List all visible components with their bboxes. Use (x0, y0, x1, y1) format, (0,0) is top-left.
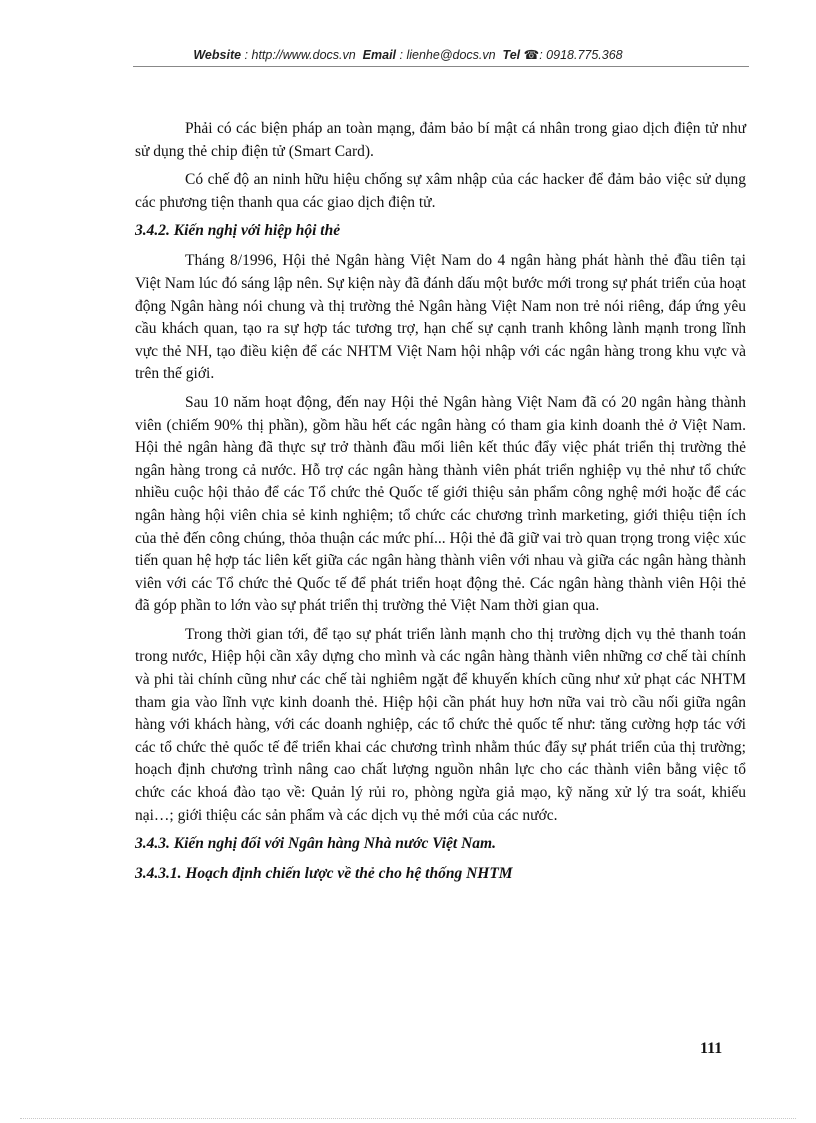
tel-label: Tel (502, 48, 521, 62)
paragraph: Có chế độ an ninh hữu hiệu chống sự xâm nhập của các hacker để đảm bảo việc sử dụng các phương tiện thanh qua các giao dịch điện tử. (135, 171, 746, 211)
header-divider (133, 66, 749, 67)
paragraph: Phải có các biện pháp an toàn mạng, đảm bảo bí mật cá nhân trong giao dịch điện tử như sử dụng thẻ chip điện tử (Smart Card). (135, 120, 746, 160)
footer-divider (20, 1118, 796, 1119)
paragraph: Trong thời gian tới, để tạo sự phát triển lành mạnh cho thị trường dịch vụ thẻ thanh toán trong nước, Hiệp hội cần xây dựng cho mình và các ngân hàng thành viên những cơ chế tài chính và phi tài chính cũng như các chế tài nghiêm ngặt để khuyến khích cũng như xử phạt các NHTM tham gia vào lĩnh vực kinh doanh thẻ. Hiệp hội cần phát huy hơn nữa vai trò cầu nối giữa ngân hàng với khách hàng, với các doanh nghiệp, các tổ chức thẻ quốc tế như: tăng cường hợp tác với các tổ chức thẻ quốc tế để triển khai các chương trình nhằm thúc đẩy sự phát triển của thị trường; hoạch định chương trình nâng cao chất lượng nguồn nhân lực cho các thành viên bằng việc tổ chức các khoá đào tạo về: Quản lý rủi ro, phòng ngừa giả mạo, kỹ năng xử lý tra soát, khiếu nại…; giới thiệu các sản phẩm và các dịch vụ thẻ mới của các nước. (135, 625, 746, 824)
subsection-heading-3-4-3-1: 3.4.3.1. Hoạch định chiến lược về thẻ cho hệ thống NHTM (135, 865, 513, 883)
email-label: Email (362, 48, 397, 62)
paragraph: Tháng 8/1996, Hội thẻ Ngân hàng Việt Nam do 4 ngân hàng phát hành thẻ đầu tiên tại Việt Nam lúc đó sáng lập nên. Sự kiện này đã đánh dấu một bước mới trong sự phát triển của hoạt động Ngân hàng nói chung và thị trường thẻ Ngân hàng Việt Nam non trẻ nói riêng, đáp ứng yêu cầu khách quan, tạo ra sự hợp tác tương trợ, hạn chế sự cạnh tranh không lành mạnh trong lĩnh vực thẻ NH, tạo điều kiện để các NHTM Việt Nam hội nhập với các ngân hàng trong khu vực và trên thế giới. (135, 252, 746, 383)
document-body (135, 118, 746, 893)
page-header (0, 47, 816, 62)
website-label: Website (193, 48, 242, 62)
paragraph: Sau 10 năm hoạt động, đến nay Hội thẻ Ngân hàng Việt Nam đã có 20 ngân hàng thành viên (chiếm 90% thị phần), gồm hầu hết các ngân hàng có tham gia kinh doanh thẻ ở Việt Nam. Hội thẻ ngân hàng đã thực sự trở thành đầu mối liên kết thúc đẩy việc phát triển thị trường thẻ ngân hàng trong cả nước. Hỗ trợ các ngân hàng thành viên phát triển nghiệp vụ thẻ như tổ chức nhiều cuộc hội thảo để các Tổ chức thẻ Quốc tế giới thiệu sản phẩm công nghệ mới hoặc để các ngân hàng hội viên chia sẻ kinh nghiệm; tổ chức các chương trình marketing, giới thiệu tiện ích của thẻ đến công chúng, thỏa thuận các mức phí... Hội thẻ đã giữ vai trò quan trọng trong việc xúc tiến quan hệ hợp tác liên kết giữa các ngân hàng thành viên với nhau và giữa các ngân hàng thành viên với các Tổ chức thẻ Quốc tế để phát triển hoạt động thẻ. Các ngân hàng thành viên Hội thẻ đã góp phần to lớn vào sự phát triển thị trường thẻ Việt Nam thời gian qua. (135, 393, 746, 615)
website-link[interactable]: : http://www.docs.vn (244, 48, 356, 62)
phone-icon: ☎ (523, 48, 540, 62)
section-heading-3-4-3: 3.4.3. Kiến nghị đối với Ngân hàng Nhà nước Việt Nam. (135, 835, 496, 853)
page-number: 111 (700, 1040, 723, 1057)
tel-value: : 0918.775.368 (539, 48, 623, 62)
section-heading-3-4-2: 3.4.2. Kiến nghị với hiệp hội thẻ (135, 222, 341, 240)
email-link[interactable]: : lienhe@docs.vn (399, 48, 496, 62)
